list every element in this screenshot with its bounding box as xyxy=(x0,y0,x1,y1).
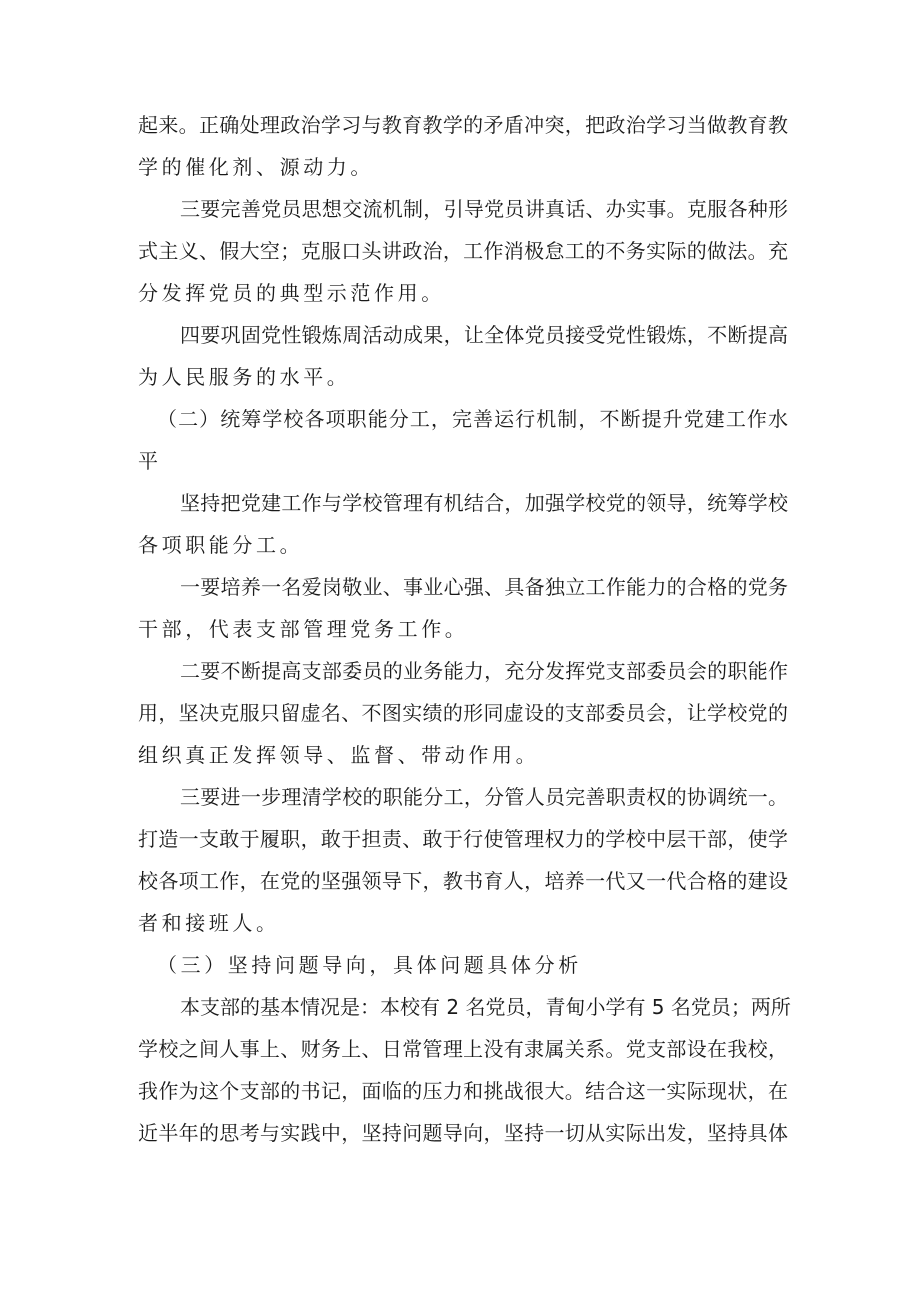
text-line: 学校之间人事上、财务上、日常管理上没有隶属关系。党支部设在我校， xyxy=(138,1037,788,1061)
text-line: 一要培养一名爱岗敬业、事业心强、具备独立工作能力的合格的党务 xyxy=(180,575,788,599)
text-line: 用，坚决克服只留虚名、不图实绩的形同虚设的支部委员会，让学校党的 xyxy=(138,701,788,725)
text-line: 校各项工作，在党的坚强领导下，教书育人，培养一代又一代合格的建设 xyxy=(138,869,788,893)
text-line: 本支部的基本情况是：本校有 2 名党员，青甸小学有 5 名党员；两所 xyxy=(180,995,791,1019)
text-line: 三要进一步理清学校的职能分工，分管人员完善职责权的协调统一。 xyxy=(180,785,788,809)
text-line: 分发挥党员的典型示范作用。 xyxy=(138,281,445,305)
text-line: 起来。正确处理政治学习与教育教学的矛盾冲突，把政治学习当做教育教 xyxy=(138,113,788,137)
section-heading: （三）坚持问题导向，具体问题具体分析 xyxy=(157,953,582,977)
text-line: 四要巩固党性锻炼周活动成果，让全体党员接受党性锻炼，不断提高 xyxy=(180,323,788,347)
section-heading: （二）统筹学校各项职能分工，完善运行机制，不断提升党建工作水 xyxy=(157,407,788,431)
section-heading-continued: 平 xyxy=(138,449,162,473)
text-line: 为人民服务的水平。 xyxy=(138,365,351,389)
text-line: 式主义、假大空；克服口头讲政治，工作消极怠工的不务实际的做法。充 xyxy=(138,239,788,263)
text-line: 者和接班人。 xyxy=(138,911,280,935)
text-line: 坚持把党建工作与学校管理有机结合，加强学校党的领导，统筹学校 xyxy=(180,491,788,515)
text-line: 近半年的思考与实践中，坚持问题导向，坚持一切从实际出发，坚持具体 xyxy=(138,1121,788,1145)
text-line: 打造一支敢于履职，敢于担责、敢于行使管理权力的学校中层干部，使学 xyxy=(138,827,788,851)
text-line: 各项职能分工。 xyxy=(138,533,304,557)
text-line: 三要完善党员思想交流机制，引导党员讲真话、办实事。克服各种形 xyxy=(180,197,788,221)
text-line: 学的催化剂、源动力。 xyxy=(138,155,374,179)
text-line: 干部，代表支部管理党务工作。 xyxy=(138,617,469,641)
text-line: 我作为这个支部的书记，面临的压力和挑战很大。结合这一实际现状，在 xyxy=(138,1079,788,1103)
text-line: 组织真正发挥领导、监督、带动作用。 xyxy=(138,743,540,767)
text-line: 二要不断提高支部委员的业务能力，充分发挥党支部委员会的职能作 xyxy=(180,659,788,683)
